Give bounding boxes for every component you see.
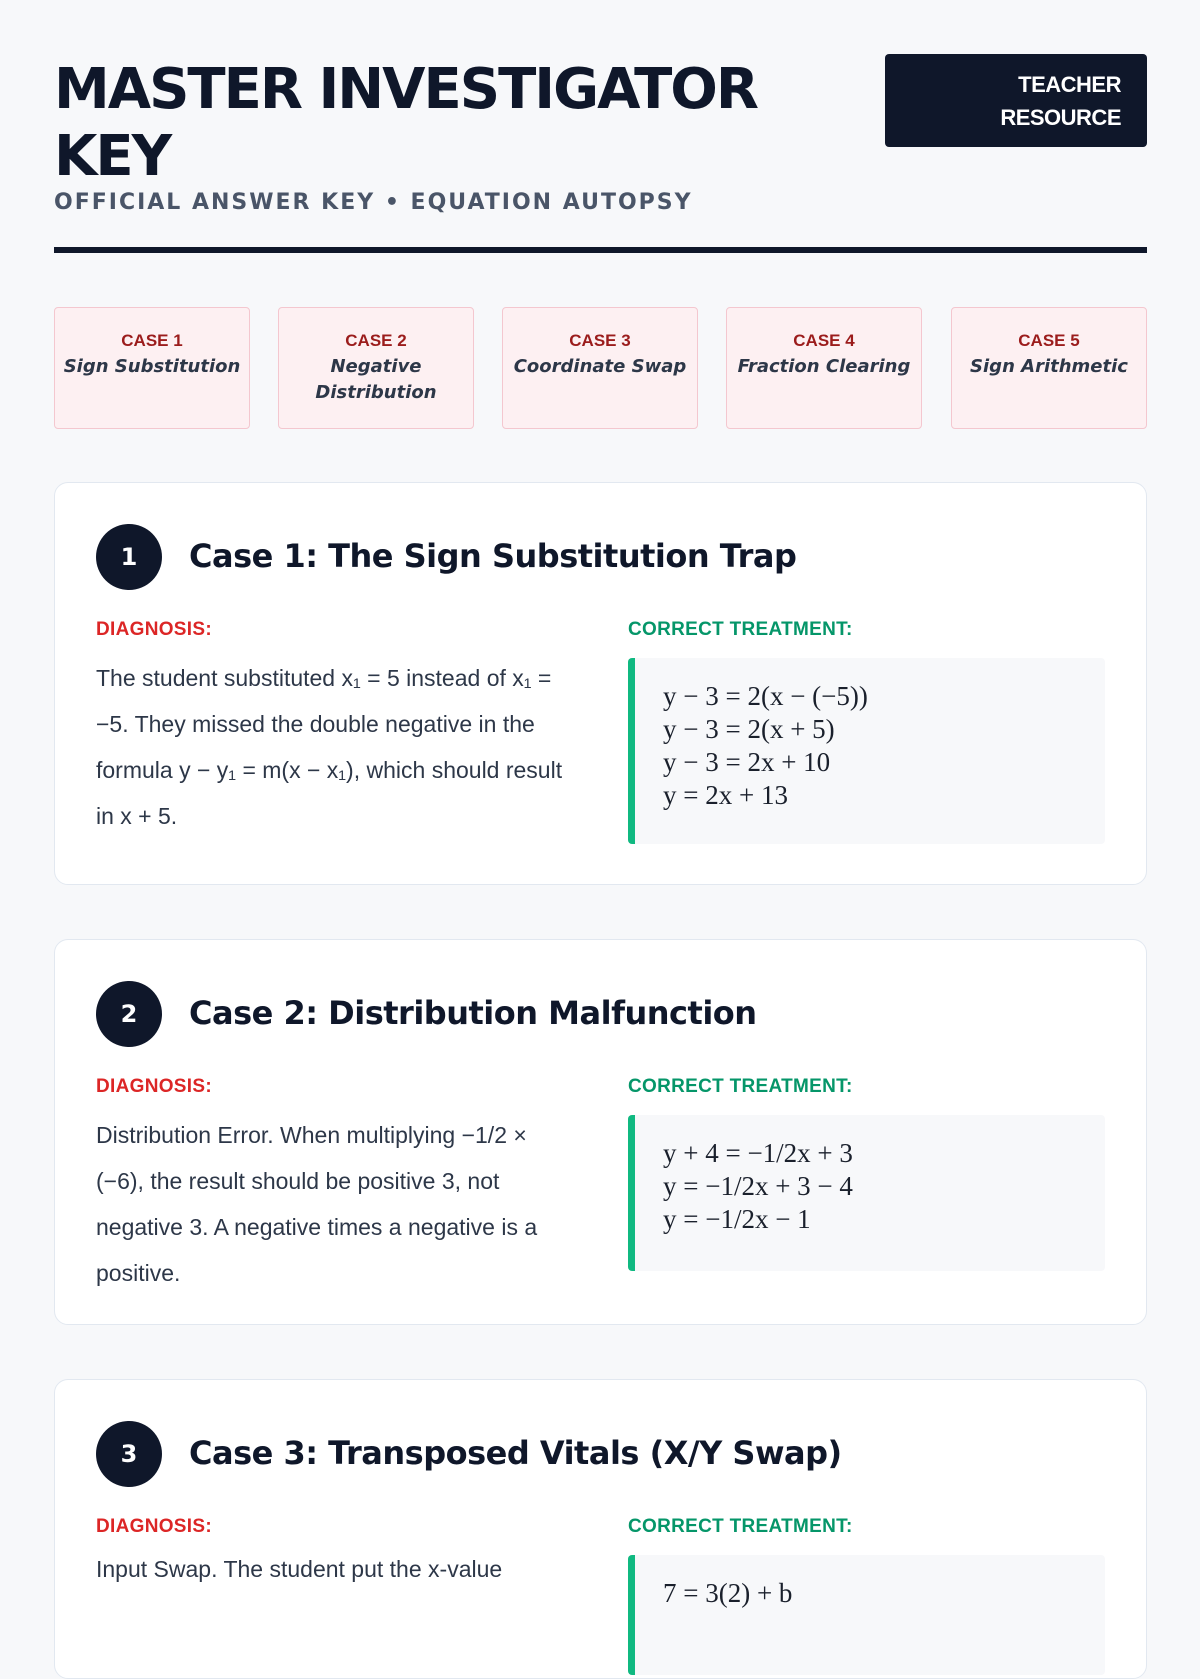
nav-case-name: Sign Arithmetic xyxy=(970,356,1128,377)
teacher-resource-badge xyxy=(885,54,1147,147)
treatment-step: y = −1/2x + 3 − 4 xyxy=(663,1171,853,1201)
nav-case-name: Sign Substitution xyxy=(63,356,241,377)
treatment-box xyxy=(628,1115,1105,1271)
nav-case-1[interactable] xyxy=(54,307,250,429)
diagnosis-label: DIAGNOSIS: xyxy=(96,619,212,640)
treatment-step: y = −1/2x − 1 xyxy=(663,1204,811,1234)
treatment-step: 7 = 3(2) + b xyxy=(663,1578,793,1608)
treatment-label: CORRECT TREATMENT: xyxy=(628,1516,853,1537)
badge-line-2: RESOURCE xyxy=(1000,105,1121,130)
nav-case-4[interactable] xyxy=(726,307,922,429)
header xyxy=(54,0,1147,258)
treatment-step: y = 2x + 13 xyxy=(663,780,788,810)
diagnosis-text xyxy=(96,655,576,839)
case-number-badge: 1 xyxy=(96,524,162,590)
diagnosis-label: DIAGNOSIS: xyxy=(96,1076,212,1097)
treatment-step: y − 3 = 2x + 10 xyxy=(663,747,831,777)
page-subtitle: OFFICIAL ANSWER KEY • EQUATION AUTOPSY xyxy=(54,190,693,215)
page-title: MASTER INVESTIGATOR KEY xyxy=(54,57,758,189)
treatment-step: y − 3 = 2(x + 5) xyxy=(663,714,835,744)
diagnosis-text xyxy=(96,1112,576,1296)
case-section-1 xyxy=(54,482,1147,885)
treatment-label: CORRECT TREATMENT: xyxy=(628,1076,853,1097)
diagnosis-text xyxy=(96,1546,576,1592)
case-section-2 xyxy=(54,939,1147,1325)
nav-case-number: CASE 2 xyxy=(345,331,407,350)
nav-case-3[interactable] xyxy=(502,307,698,429)
nav-case-name: Coordinate Swap xyxy=(513,356,687,377)
case-number-badge: 3 xyxy=(96,1421,162,1487)
nav-case-number: CASE 3 xyxy=(569,331,631,350)
case-number-badge: 2 xyxy=(96,981,162,1047)
treatment-box xyxy=(628,658,1105,844)
diagnosis-text-content: The student substituted x₁ = 5 instead of x₁ = −5. They missed the double negative in the formula y − y₁ = m(x − x₁), which should result in x + 5. xyxy=(96,665,563,829)
nav-case-name: Negative Distribution xyxy=(315,356,437,403)
case-section-3 xyxy=(54,1379,1147,1679)
case-nav xyxy=(54,307,1147,429)
case-title: Case 3: Transposed Vitals (X/Y Swap) xyxy=(189,1434,842,1472)
diagnosis-text-content: Distribution Error. When multiplying −1/2 × (−6), the result should be positive 3, not negative 3. A negative times a negative is a positive. xyxy=(96,1122,538,1286)
case-title: Case 1: The Sign Substitution Trap xyxy=(189,537,797,575)
nav-case-5[interactable] xyxy=(951,307,1147,429)
treatment-step: y − 3 = 2(x − (−5)) xyxy=(663,681,868,711)
diagnosis-text-content: Input Swap. The student put the x-value xyxy=(96,1556,503,1582)
nav-case-number: CASE 5 xyxy=(1018,331,1080,350)
treatment-label: CORRECT TREATMENT: xyxy=(628,619,853,640)
diagnosis-label: DIAGNOSIS: xyxy=(96,1516,212,1537)
header-divider xyxy=(54,247,1147,253)
nav-case-number: CASE 1 xyxy=(121,331,183,350)
case-title: Case 2: Distribution Malfunction xyxy=(189,994,757,1032)
answer-key-page xyxy=(54,0,1147,1608)
nav-case-name: Fraction Clearing xyxy=(737,356,911,377)
treatment-step: y + 4 = −1/2x + 3 xyxy=(663,1138,853,1168)
badge-line-1: TEACHER xyxy=(1018,72,1121,97)
nav-case-number: CASE 4 xyxy=(793,331,855,350)
treatment-box xyxy=(628,1555,1105,1675)
nav-case-2[interactable] xyxy=(278,307,474,429)
